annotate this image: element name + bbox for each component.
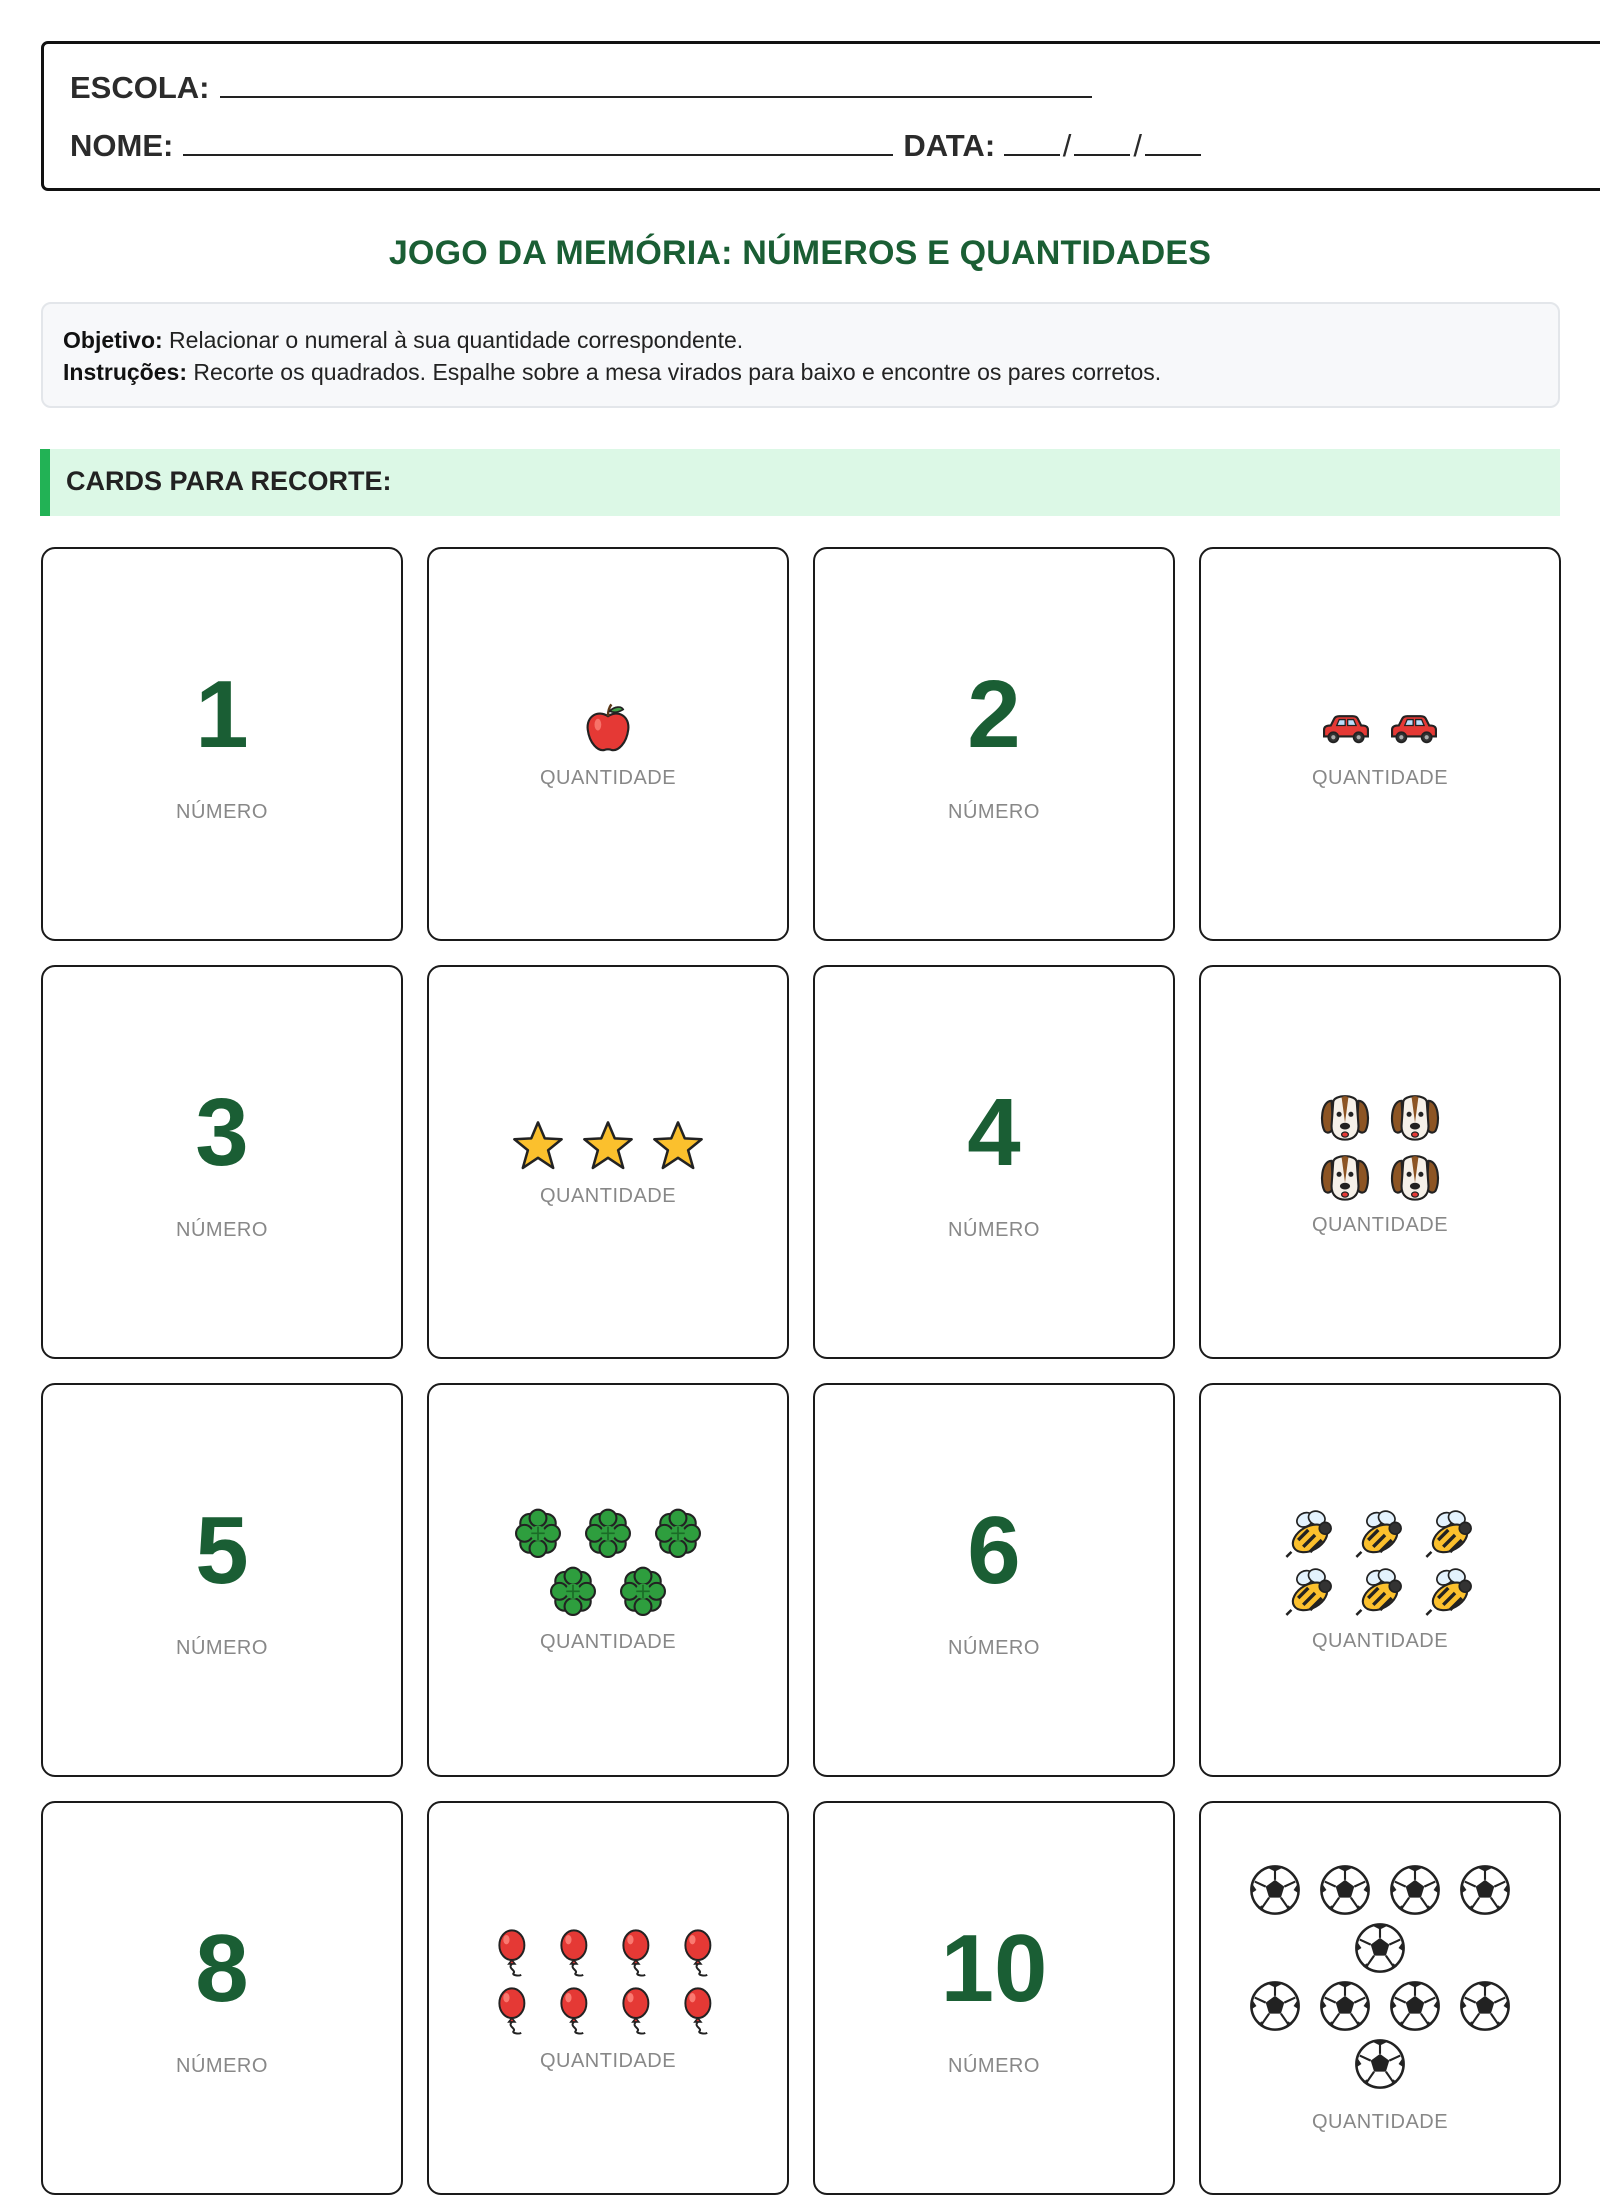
school-label: ESCOLA: (70, 70, 210, 105)
objective-label: Objetivo: (63, 327, 163, 353)
date-separator: / (1062, 128, 1072, 163)
car-icon (1387, 708, 1441, 748)
bee-icon (1283, 1508, 1337, 1562)
card-number-3[interactable] (41, 965, 403, 1359)
quantity-icons (1319, 699, 1441, 757)
card-label: NÚMERO (176, 1218, 268, 1241)
objective-text: Relacionar o numeral à sua quantidade correspondente. (162, 327, 744, 353)
soccer-ball-icon (1458, 1863, 1512, 1917)
icon-row (1283, 1566, 1477, 1620)
four-leaf-clover-icon (581, 1508, 635, 1562)
icon-row (1248, 1863, 1512, 1917)
name-label: NOME: (70, 128, 174, 163)
card-quantity-10[interactable] (1199, 1801, 1561, 2195)
icon-row (1318, 1088, 1442, 1144)
card-label: QUANTIDADE (539, 2049, 677, 2072)
section-title: CARDS PARA RECORTE: (66, 466, 392, 496)
balloon-icon (490, 1928, 540, 1978)
balloon-icon (552, 1986, 602, 2036)
bee-icon (1283, 1566, 1337, 1620)
card-quantity-6[interactable] (1199, 1383, 1561, 1777)
card-numeral: 6 (967, 1496, 1021, 1604)
card-label: NÚMERO (176, 800, 268, 823)
icon-row (1248, 1979, 1512, 2033)
icon-row (511, 1565, 705, 1621)
quantity-icons (511, 1507, 705, 1621)
date-month-blank[interactable] (1074, 150, 1130, 156)
date-day-blank[interactable] (1004, 150, 1060, 156)
student-info-header (41, 41, 1600, 191)
name-blank-line[interactable] (183, 150, 893, 156)
dog-face-icon (1318, 1149, 1372, 1203)
card-numeral: 1 (195, 660, 249, 768)
quantity-icons (1318, 1088, 1442, 1204)
card-number-4[interactable] (813, 965, 1175, 1359)
icon-row (1283, 1508, 1477, 1562)
card-number-1[interactable] (41, 547, 403, 941)
star-icon (651, 1119, 705, 1173)
card-number-2[interactable] (813, 547, 1175, 941)
quantity-icons (581, 699, 635, 757)
soccer-ball-icon (1248, 1863, 1302, 1917)
card-label: QUANTIDADE (539, 1630, 677, 1653)
card-number-5[interactable] (41, 1383, 403, 1777)
card-label: NÚMERO (948, 800, 1040, 823)
card-numeral: 5 (195, 1496, 249, 1604)
section-header (40, 449, 1560, 516)
quantity-icons (490, 1924, 726, 2040)
bee-icon (1423, 1566, 1477, 1620)
icon-row (511, 1507, 705, 1563)
quantity-icons (511, 1117, 705, 1175)
soccer-ball-icon (1458, 1979, 1512, 2033)
soccer-ball-icon (1318, 1979, 1372, 2033)
four-leaf-clover-icon (546, 1566, 600, 1620)
balloon-icon (614, 1986, 664, 2036)
icon-row (1248, 2037, 1512, 2091)
car-icon (1319, 708, 1373, 748)
card-number-10[interactable] (813, 1801, 1175, 2195)
date-separator: / (1133, 128, 1143, 163)
balloon-icon (490, 1986, 540, 2036)
bee-icon (1353, 1508, 1407, 1562)
bee-icon (1353, 1566, 1407, 1620)
instructions-label: Instruções: (63, 359, 187, 385)
quantity-icons (1248, 1863, 1512, 2091)
dog-face-icon (1318, 1089, 1372, 1143)
balloon-icon (676, 1986, 726, 2036)
dog-face-icon (1388, 1089, 1442, 1143)
star-icon (511, 1119, 565, 1173)
objective-line (63, 324, 1538, 356)
card-number-8[interactable] (41, 1801, 403, 2195)
card-quantity-2[interactable] (1199, 547, 1561, 941)
card-quantity-5[interactable] (427, 1383, 789, 1777)
instructions-text: Recorte os quadrados. Espalhe sobre a mesa virados para baixo e encontre os pares corretos. (186, 359, 1162, 385)
card-number-6[interactable] (813, 1383, 1175, 1777)
four-leaf-clover-icon (511, 1508, 565, 1562)
card-label: QUANTIDADE (1311, 1213, 1449, 1236)
balloon-icon (676, 1928, 726, 1978)
soccer-ball-icon (1353, 2037, 1407, 2091)
card-label: NÚMERO (948, 1218, 1040, 1241)
card-label: NÚMERO (948, 1636, 1040, 1659)
card-label: NÚMERO (948, 2054, 1040, 2077)
school-blank-line[interactable] (220, 92, 1092, 98)
card-label: NÚMERO (176, 1636, 268, 1659)
soccer-ball-icon (1388, 1979, 1442, 2033)
card-label: QUANTIDADE (1311, 766, 1449, 789)
balloon-icon (552, 1928, 602, 1978)
soccer-ball-icon (1248, 1979, 1302, 2033)
card-label: QUANTIDADE (539, 1184, 677, 1207)
apple-icon (581, 701, 635, 755)
soccer-ball-icon (1353, 1921, 1407, 1975)
card-label: QUANTIDADE (1311, 2110, 1449, 2133)
card-quantity-4[interactable] (1199, 965, 1561, 1359)
star-icon (581, 1119, 635, 1173)
card-numeral: 2 (967, 660, 1021, 768)
card-numeral: 10 (940, 1914, 1048, 2022)
icon-row (490, 1982, 726, 2040)
instructions-box (41, 302, 1560, 408)
card-quantity-3[interactable] (427, 965, 789, 1359)
card-label: QUANTIDADE (539, 766, 677, 789)
soccer-ball-icon (1388, 1863, 1442, 1917)
icon-row (490, 1924, 726, 1982)
icon-row (1318, 1148, 1442, 1204)
name-date-row (70, 128, 1201, 164)
card-numeral: 8 (195, 1914, 249, 2022)
date-label: DATA: (903, 128, 996, 163)
card-numeral: 4 (967, 1078, 1021, 1186)
instructions-line (63, 356, 1538, 388)
card-quantity-1[interactable] (427, 547, 789, 941)
card-numeral: 3 (195, 1078, 249, 1186)
four-leaf-clover-icon (651, 1508, 705, 1562)
soccer-ball-icon (1318, 1863, 1372, 1917)
page-title: JOGO DA MEMÓRIA: NÚMEROS E QUANTIDADES (388, 234, 1212, 272)
icon-row (1248, 1921, 1512, 1975)
four-leaf-clover-icon (616, 1566, 670, 1620)
card-label: QUANTIDADE (1311, 1629, 1449, 1652)
bee-icon (1423, 1508, 1477, 1562)
card-label: NÚMERO (176, 2054, 268, 2077)
quantity-icons (1283, 1508, 1477, 1620)
dog-face-icon (1388, 1149, 1442, 1203)
balloon-icon (614, 1928, 664, 1978)
card-quantity-8[interactable] (427, 1801, 789, 2195)
school-field[interactable] (70, 70, 1092, 106)
date-year-blank[interactable] (1145, 150, 1201, 156)
